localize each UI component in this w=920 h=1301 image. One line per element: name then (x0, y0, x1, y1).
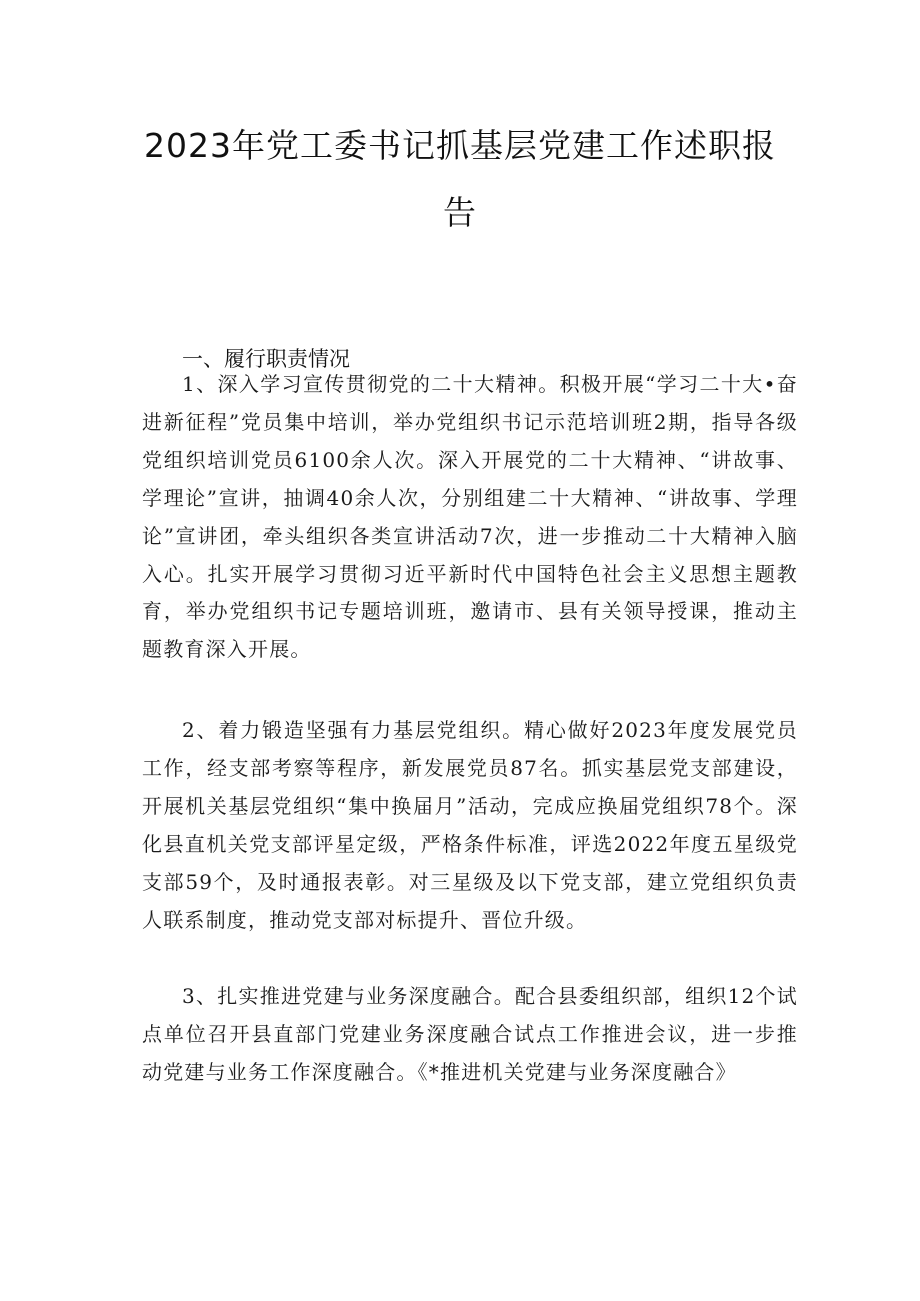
paragraph-1: 1、深入学习宣传贯彻党的二十大精神。积极开展“学习二十大•奋进新征程”党员集中培训，举办党组织书记示范培训班2期，指导各级党组织培训党员6100余人次。深入开展党的二十大精神、“讲故事、学理论”宣讲，抽调40余人次，分别组建二十大精神、“讲故事、学理论”宣讲团，牵头组织各类宣讲活动7次，进一步推动二十大精神入脑入心。扎实开展学习贯彻习近平新时代中国特色社会主义思想主题教育，举办党组织书记专题培训班，邀请市、县有关领导授课，推动主题教育深入开展。 (142, 372, 798, 662)
paragraph-2: 2、着力锻造坚强有力基层党组织。精心做好2023年度发展党员工作，经支部考察等程序，新发展党员87名。抓实基层党支部建设，开展机关基层党组织“集中换届月”活动，完成应换届党组织78个。深化县直机关党支部评星定级，严格条件标准，评选2022年度五星级党支部59个，及时通报表彰。对三星级及以下党支部，建立党组织负责人联系制度，推动党支部对标提升、晋位升级。 (142, 718, 798, 932)
document-title-line-1: 2023年党工委书记抓基层党建工作述职报 (144, 126, 776, 165)
document-title-line-2: 告 (443, 193, 477, 232)
paragraph-3: 3、扎实推进党建与业务深度融合。配合县委组织部，组织12个试点单位召开县直部门党建业务深度融合试点工作推进会议，进一步推动党建与业务工作深度融合。《*推进机关党建与业务深度融合》 (142, 984, 798, 1084)
section-heading: 一、履行职责情况 (182, 347, 350, 371)
